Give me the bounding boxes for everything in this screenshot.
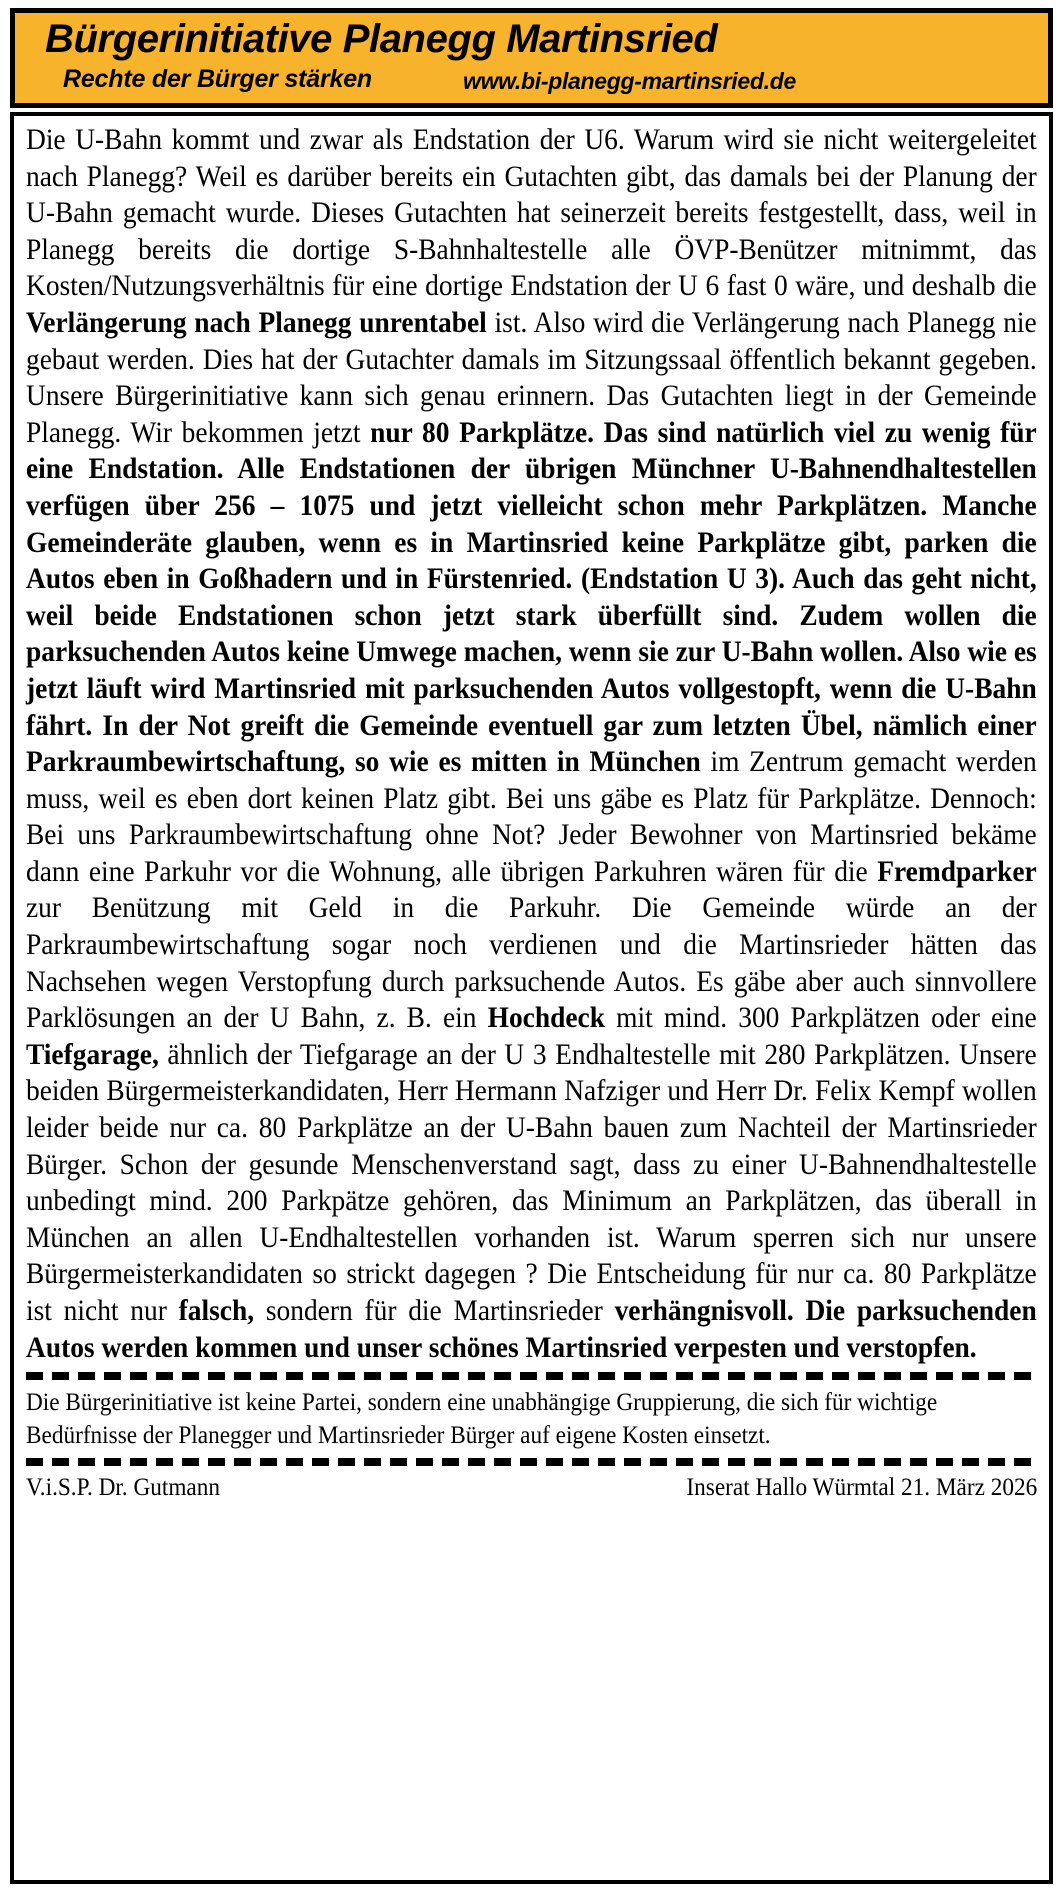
dashed-divider-bottom: [26, 1458, 1037, 1466]
article-segment-regular: mit mind. 300 Parkplätzen oder eine: [604, 1002, 1037, 1035]
disclaimer-text: Die Bürgerinitiative ist keine Partei, sondern eine unabhängige Gruppierung, die sich für wichtige Bedürfnisse der Planegger und Martinsrieder Bürger auf eigene Kosten einsetzt.: [26, 1389, 938, 1450]
organization-title: Bürgerinitiative Planegg Martinsried: [45, 17, 718, 61]
article-segment-bold: verhängnisvoll. Die parksuchenden Autos werden kommen und unser schönes Martinsried verpesten und verstopfen.: [26, 1295, 1037, 1364]
article-segment-bold: Fremdparker: [877, 855, 1037, 888]
article-segment-regular: ist. Also wird die Verlängerung nach Planegg nie gebaut werden. Dies hat der Gutachter damals im Sitzungssaal öffentlich bekannt gegeben. Unsere Bürgerinitiative kann sich genau erinnern. Das Gutachten liegt in der Gemeinde Planegg. Wir bekommen jetzt: [26, 306, 1037, 449]
article-segment-regular: ähnlich der Tiefgarage an der U 3 Endhaltestelle mit 280 Parkplätzen. Unsere beiden Bürgermeisterkandidaten, Herr Hermann Nafziger und Herr Dr. Felix Kempf wollen leider beide nur ca. 80 Parkplätze an der U-Bahn bauen zum Nachteil der Martinsrieder Bürger. Schon der gesunde Menschenverstand sagt, dass zu einer U-Bahnendhaltestelle unbedingt mind. 200 Parkpätze gehören, das Minimum an Parkplätzen, das überall in München an allen U-Endhaltestellen vorhanden ist. Warum sperren sich nur unsere Bürgermeisterkandidaten so strickt dagegen ? Die Entscheidung für nur ca. 80 Parkplätze ist nicht nur: [26, 1038, 1037, 1327]
article-segment-regular: zur Benützung mit Geld in die Parkuhr. Die Gemeinde würde an der Parkraumbewirtschaftung sogar noch verdienen und die Martinsrieder hätten das Nachsehen wegen Verstopfung durch parksuchende Autos. Es gäbe aber auch sinnvollere Parklösungen an der U Bahn, z. B. ein: [26, 892, 1037, 1035]
organization-slogan: Rechte der Bürger stärken: [63, 65, 373, 93]
article-segment-bold: falsch,: [178, 1295, 255, 1327]
article-segment-regular: Die U-Bahn kommt und zwar als Endstation der U6. Warum wird sie nicht weitergeleitet nach Planegg? Weil es darüber bereits ein Gutachten gibt, das damals bei der Planung der U-Bahn gemacht wurde. Dieses Gutachten hat seinerzeit bereits festgestellt, dass, weil in Planegg bereits die dortige S-Bahnhaltestelle alle ÖVP-Benützer mitnimmt, das Kosten/Nutzungsverhältnis für eine dortige Endstation der U 6 fast 0 wäre, und deshalb die: [26, 124, 1037, 303]
article-segment-regular: sondern für die Martinsrieder: [254, 1295, 615, 1327]
article-text: [26, 122, 1037, 1366]
colophon-row: [26, 1470, 1037, 1502]
responsible-party: V.i.S.P. Dr. Gutmann: [26, 1474, 221, 1502]
article-segment-regular: im Zentrum gemacht werden muss, weil es eben dort keinen Platz gibt. Bei uns gäbe es Platz für Parkplätze. Dennoch: Bei uns Parkraumbewirtschaftung ohne Not? Jeder Bewohner von Martinsried bekäme dann eine Parkuhr vor die Wohnung, alle übrigen Parkuhren wären für die: [26, 746, 1037, 888]
masthead-banner: [10, 8, 1053, 108]
article-segment-bold: nur 80 Parkplätze. Das sind natürlich viel zu wenig für eine Endstation. Alle Endstationen der übrigen Münchner U-Bahnendhaltestellen verfügen über 256 – 1075 und jetzt vielleicht schon mehr Parkplätzen. Manche Gemeinderäte glauben, wenn es in Martinsried keine Parkplätze gibt, parken die Autos eben in Goßhadern und in Fürstenried. (Endstation U 3). Auch das geht nicht, weil beide Endstationen schon jetzt stark überfüllt sind. Zudem wollen die parksuchenden Autos keine Umwege machen, wenn sie zur U-Bahn wollen. Also wie es jetzt läuft wird Martinsried mit parksuchenden Autos vollgestopft, wenn die U-Bahn fährt. In der Not greift die Gemeinde eventuell gar zum letzten Übel, nämlich einer Parkraumbewirtschaftung, so wie es mitten in München: [26, 416, 1037, 779]
publication-reference: Inserat Hallo Würmtal 21. März 2026: [686, 1474, 1037, 1502]
organization-website-link[interactable]: www.bi-planegg-martinsried.de: [463, 68, 796, 94]
article-segment-bold: Verlängerung nach Planegg unrentabel: [26, 306, 487, 339]
dashed-divider-top: [26, 1372, 1037, 1380]
advertisement-body-frame: [10, 112, 1053, 1884]
article-segment-bold: Tiefgarage,: [26, 1038, 159, 1071]
article-segment-bold: Hochdeck: [487, 1002, 605, 1035]
